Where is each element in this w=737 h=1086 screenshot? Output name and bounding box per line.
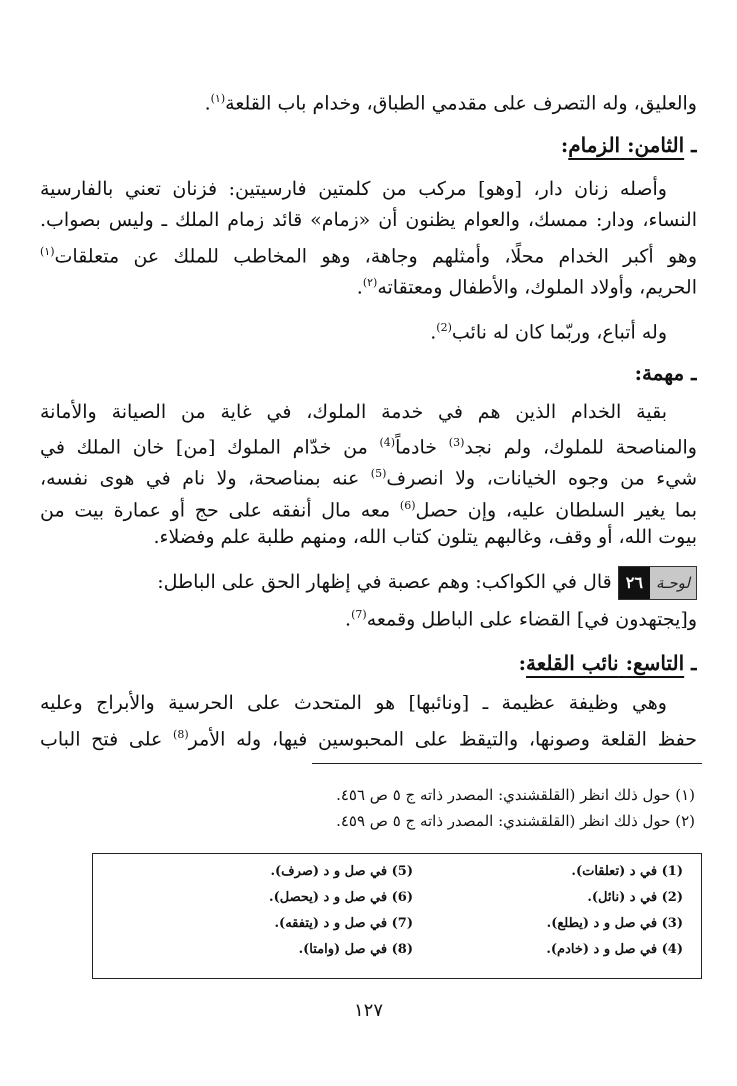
note-ref: (6) (399, 499, 416, 512)
section-heading-important: ـ مهمة: (634, 361, 697, 385)
manuscript-note: (7) في صل و د (يتفقه). (274, 916, 413, 931)
paragraph-line: بقية الخدام الذين هم في خدمة الملوك، في غاية من الصيانة والأمانة (40, 401, 667, 423)
paragraph-line: وهي وظيفة عظيمة ـ [ونائبها] هو المتحدث على الحرسية والأبراج وعليه (40, 692, 667, 714)
section-heading-ninth: ـ التاسع: نائب القلعة: (518, 651, 697, 675)
note-ref: (7) (351, 608, 367, 621)
manuscript-notes-box (92, 853, 702, 979)
plate-quote-line: لوحـة٢٦ قال في الكواكب: وهم عصبة في إظهار الحق على الباطل: (40, 566, 697, 600)
note-ref: (3) (448, 436, 465, 449)
manuscript-note: (5) في صل و د (صرف). (270, 864, 413, 879)
manuscript-note: (3) في صل و د (يطلع). (546, 916, 683, 931)
paragraph-line: بيوت الله، أو وقف، وغالبهم يتلون كتاب الله، ومنهم طلبة علم وفضلاء. (153, 526, 697, 548)
section-heading-eighth: ـ الثامن: الزمام: (560, 133, 697, 157)
manuscript-note: (4) في صل و د (خادم). (546, 942, 683, 957)
footnote-ref: (١) (40, 245, 55, 258)
footnote-ref: (٢) (362, 276, 378, 289)
paragraph-line: بما يغير السلطان عليه، وإن حصل$^{(6)}$ معه مال أنفقه على حج أو عمارة بيت من (40, 499, 697, 522)
paragraph-line: والمناصحة للملوك، ولم نجد$^{(3)}$ خادماً$^{(4)}$ من خدّام الملوك [من] خان الملك في (40, 436, 697, 459)
manuscript-note: (8) في صل (وامتا). (298, 942, 413, 957)
page-number: ١٢٧ (353, 1000, 383, 1021)
manuscript-note: (1) في د (تعلقات). (571, 864, 683, 879)
note-ref: (5) (370, 467, 387, 480)
text-line-1: والعليق، وله التصرف على مقدمي الطباق، وخدام باب القلعة$^{(١)}$. (204, 92, 697, 115)
footnote-separator (312, 763, 702, 764)
note-ref: (2) (436, 321, 452, 334)
note-ref: (8) (173, 728, 189, 741)
paragraph-line: و[يجتهدون في] القضاء على الباطل وقمعه$^{(7)}$. (345, 608, 697, 631)
plate-badge (618, 566, 697, 600)
manuscript-note: (2) في د (نائل). (587, 890, 683, 905)
paragraph-line: حفظ القلعة وصونها، والتيقظ على المحبوسين فيها، وله الأمر$^{(8)}$ على فتح الباب (40, 728, 697, 751)
footnote: (٢) حول ذلك انظر (القلقشندي: المصدر ذاته ج ٥ ص ٤٥٩. (336, 812, 695, 830)
footnote: (١) حول ذلك انظر (القلقشندي: المصدر ذاته ج ٥ ص ٤٥٦. (336, 786, 695, 804)
paragraph-line: الحريم، وأولاد الملوك، والأطفال ومعتقاته$^{(٢)}$. (356, 276, 697, 299)
manuscript-note: (6) في صل و د (يحصل). (269, 890, 413, 905)
paragraph-line: شيء من وجوه الخيانات، ولا انصرف$^{(5)}$ عنه بمناصحة، ولا نام في هوى نفسه، (40, 467, 697, 490)
footnote-ref: (١) (210, 92, 226, 105)
plate-number: ٢٦ (619, 567, 650, 599)
plate-label: لوحـة (650, 567, 696, 599)
note-ref: (4) (379, 436, 396, 449)
paragraph-line: وهو أكبر الخدام محلًا، وأمثلهم وجاهة، وهو المخاطب للملك عن متعلقات$^{(١)}$ (40, 245, 697, 268)
paragraph-line: وأصله زنان دار، [وهو] مركب من كلمتين فارسيتين: فزنان تعني بالفارسية (40, 178, 667, 200)
paragraph-line: وله أتباع، وربّما كان له نائب$^{(2)}$. (430, 321, 667, 344)
paragraph-line: النساء، ودار: ممسك، والعوام يظنون أن «زمام» قائد زمام الملك ـ وليس بصواب. (40, 209, 697, 231)
